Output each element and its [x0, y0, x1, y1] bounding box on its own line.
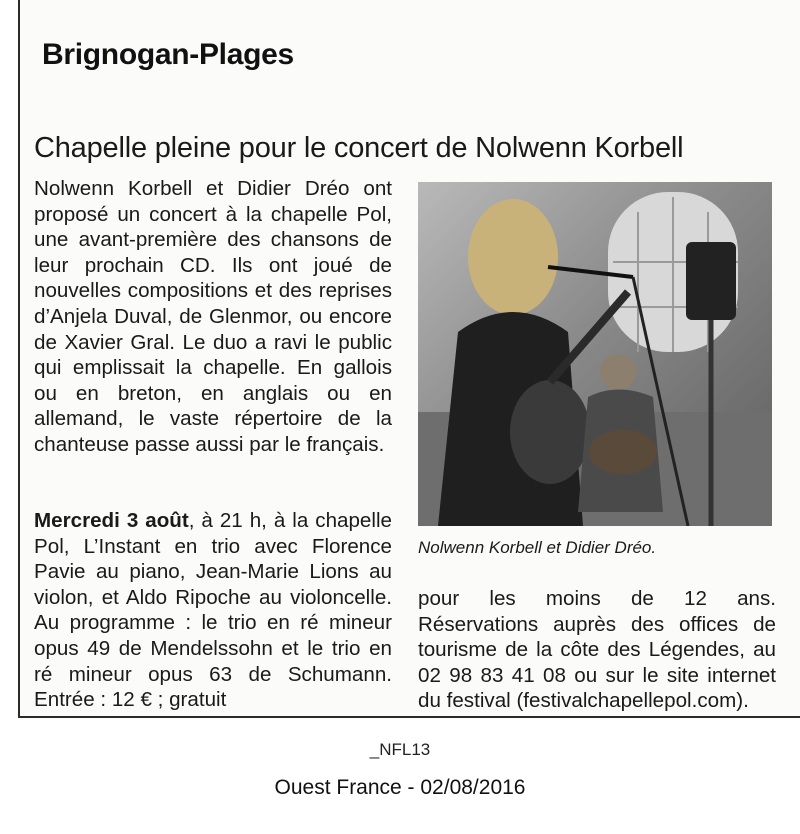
article-paragraph-2 — [34, 508, 392, 713]
clipping-border-bottom — [18, 716, 800, 718]
concert-photo-illustration — [418, 182, 772, 526]
event-date-lead: Mercredi 3 août — [34, 509, 189, 532]
speaker-icon — [686, 242, 736, 320]
guitarist-guitar — [589, 430, 657, 474]
section-title: Brignogan-Plages — [42, 38, 294, 71]
guitar-body — [510, 380, 590, 484]
reference-code: _NFL13 — [369, 740, 431, 759]
concert-photo — [418, 182, 772, 526]
article-paragraph-2-continued: pour les moins de 12 ans. Réservations auprès des offices de tourisme de la côte des Légendes, au 02 98 83 41 08 ou sur le site internet du festival (festivalchapellepol.com). — [418, 587, 776, 713]
guitarist-head — [600, 354, 636, 390]
article-paragraph-2-left-text: , à 21 h, à la chapelle Pol, L’Instant en trio avec Florence Pavie au piano, Jean-Marie Lions au violon, et Aldo Ripoche au violoncelle. Au programme : le trio en ré mineur opus 49 de Mendelssohn et le trio en ré mineur opus 63 de Schumann. Entrée : 12 € ; gratuit — [34, 509, 392, 712]
singer-hair — [468, 199, 558, 315]
article-headline: Chapelle pleine pour le concert de Nolwenn Korbell — [34, 132, 684, 164]
article-paragraph-1: Nolwenn Korbell et Didier Dréo ont proposé un concert à la chapelle Pol, une avant-première des chansons de leur prochain CD. Ils ont joué de nouvelles compositions et des reprises d’Anjela Duval, de Glenmor, ou encore de Xavier Gral. Le duo a ravi le public qui emplissait la chapelle. En gallois ou en breton, en anglais ou en allemand, le vaste répertoire de la chanteuse passe aussi par le français. — [34, 177, 392, 456]
clipping-border-left — [18, 0, 20, 718]
photo-caption: Nolwenn Korbell et Didier Dréo. — [418, 538, 657, 557]
publication-source: Ouest France - 02/08/2016 — [274, 776, 526, 799]
